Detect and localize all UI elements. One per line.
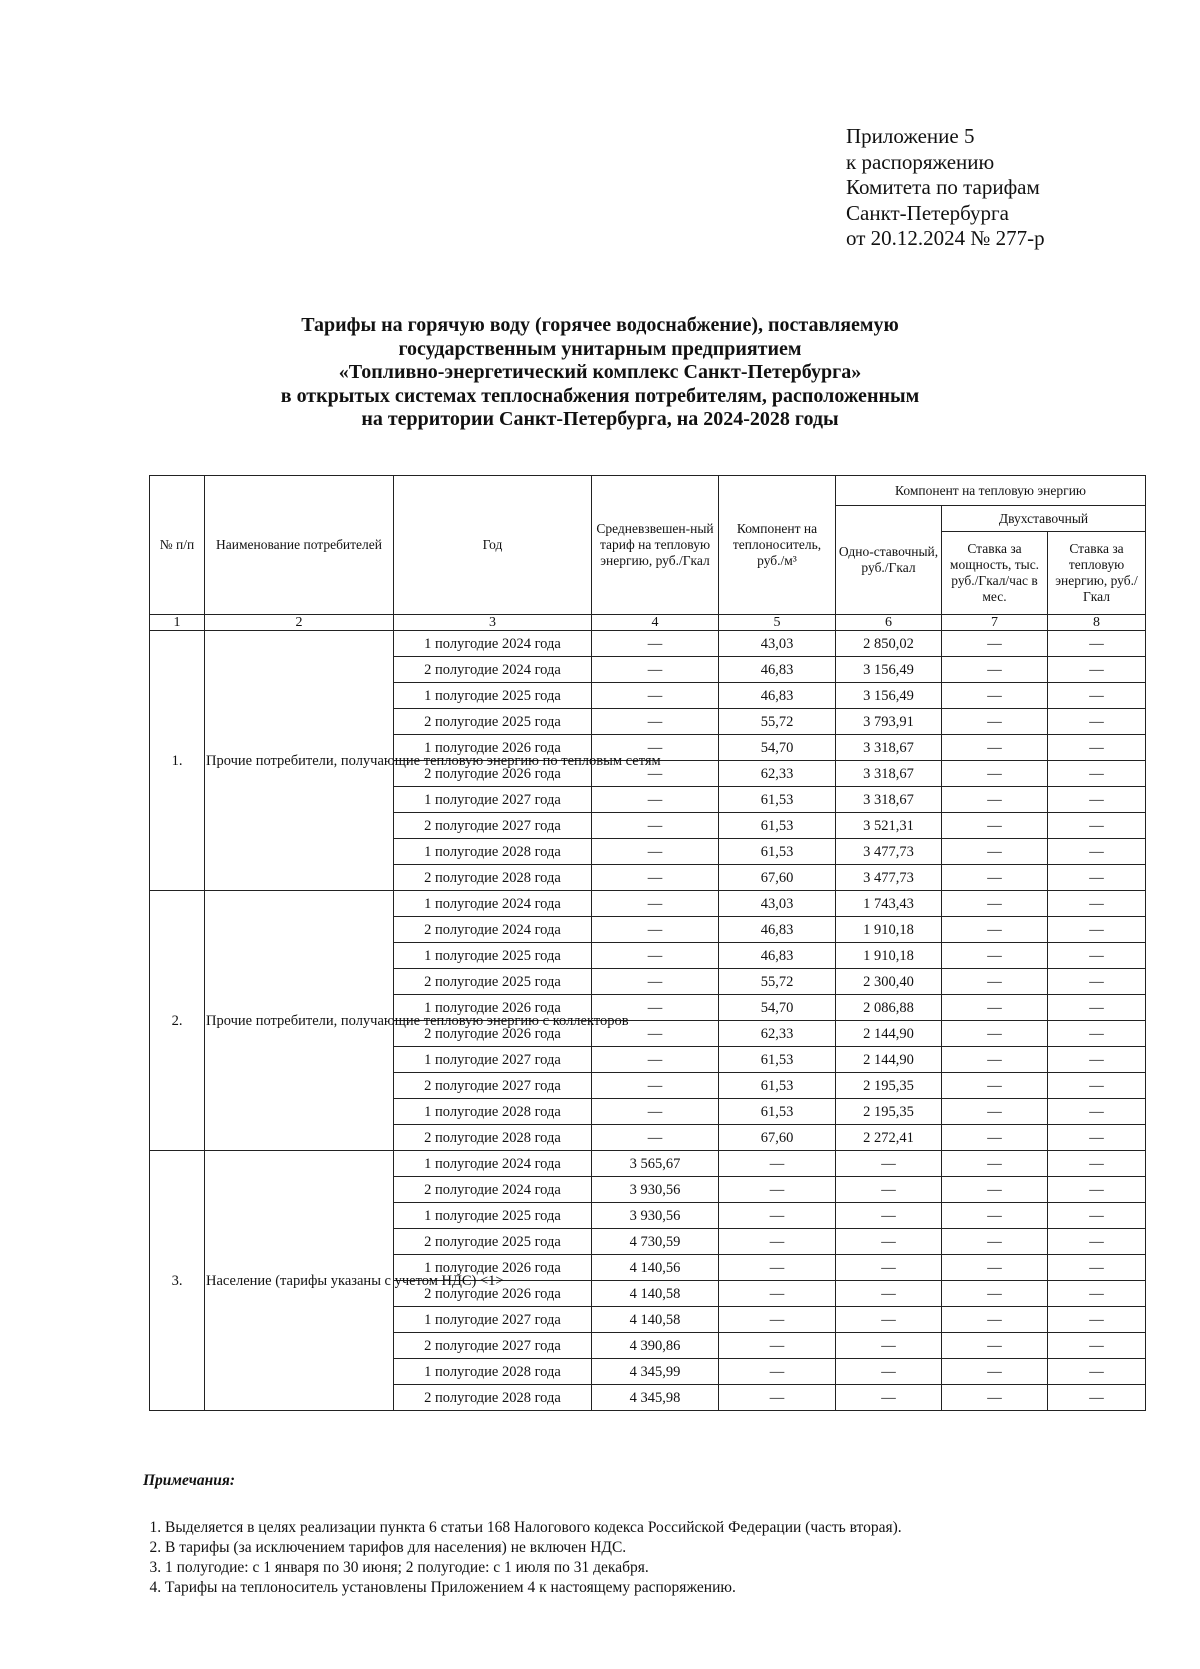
carrier-cell: — xyxy=(719,1229,836,1255)
capacity-rate-cell: — xyxy=(942,839,1048,865)
table-row xyxy=(150,891,1146,917)
year-cell: 2 полугодие 2026 года xyxy=(394,1021,592,1047)
carrier-cell: 61,53 xyxy=(719,1073,836,1099)
consumer-name: Население (тарифы указаны с учетом НДС) <1> xyxy=(205,1151,394,1411)
tariff-table xyxy=(149,475,1146,1411)
carrier-cell: 67,60 xyxy=(719,865,836,891)
group-number: 1. xyxy=(150,631,205,891)
year-cell: 1 полугодие 2025 года xyxy=(394,683,592,709)
weighted-tariff-cell: — xyxy=(592,995,719,1021)
energy-rate-cell: — xyxy=(1048,1021,1146,1047)
title-line: в открытых системах теплоснабжения потребителям, расположенным xyxy=(280,384,920,407)
weighted-tariff-cell: — xyxy=(592,943,719,969)
carrier-cell: 46,83 xyxy=(719,683,836,709)
capacity-rate-cell: — xyxy=(942,761,1048,787)
carrier-cell: — xyxy=(719,1177,836,1203)
weighted-tariff-cell: 4 345,99 xyxy=(592,1359,719,1385)
carrier-cell: — xyxy=(719,1359,836,1385)
note-item: 4. Тарифы на теплоноситель установлены Приложением 4 к настоящему распоряжению. xyxy=(165,1578,902,1598)
year-cell: 1 полугодие 2027 года xyxy=(394,1047,592,1073)
year-cell: 2 полугодие 2025 года xyxy=(394,969,592,995)
energy-rate-cell: — xyxy=(1048,735,1146,761)
single-rate-cell: 2 850,02 xyxy=(836,631,942,657)
column-number: 7 xyxy=(942,615,1048,631)
carrier-cell: — xyxy=(719,1203,836,1229)
year-cell: 2 полугодие 2026 года xyxy=(394,761,592,787)
weighted-tariff-cell: 3 930,56 xyxy=(592,1203,719,1229)
carrier-cell: — xyxy=(719,1151,836,1177)
single-rate-cell: 3 318,67 xyxy=(836,787,942,813)
carrier-cell: — xyxy=(719,1281,836,1307)
weighted-tariff-cell: — xyxy=(592,1021,719,1047)
header-year: Год xyxy=(394,476,592,615)
title-line: «Топливно-энергетический комплекс Санкт-Петербурга» xyxy=(338,361,862,384)
energy-rate-cell: — xyxy=(1048,969,1146,995)
title-line: Тарифы на горячую воду (горячее водоснабжение), поставляемую xyxy=(301,314,899,336)
weighted-tariff-cell: — xyxy=(592,1047,719,1073)
energy-rate-cell: — xyxy=(1048,657,1146,683)
capacity-rate-cell: — xyxy=(942,787,1048,813)
weighted-tariff-cell: — xyxy=(592,631,719,657)
column-number: 2 xyxy=(205,615,394,631)
weighted-tariff-cell: — xyxy=(592,1125,719,1151)
single-rate-cell: 3 156,49 xyxy=(836,657,942,683)
capacity-rate-cell: — xyxy=(942,1151,1048,1177)
column-number-row xyxy=(150,615,1146,631)
year-cell: 1 полугодие 2024 года xyxy=(394,1151,592,1177)
consumer-name: Прочие потребители, получающие тепловую энергию по тепловым сетям xyxy=(205,631,394,891)
column-number: 1 xyxy=(150,615,205,631)
carrier-cell: 46,83 xyxy=(719,917,836,943)
single-rate-cell: 3 521,31 xyxy=(836,813,942,839)
column-number: 6 xyxy=(836,615,942,631)
capacity-rate-cell: — xyxy=(942,1385,1048,1411)
energy-rate-cell: — xyxy=(1048,891,1146,917)
energy-rate-cell: — xyxy=(1048,1255,1146,1281)
document-title xyxy=(150,314,1050,432)
capacity-rate-cell: — xyxy=(942,657,1048,683)
note-item: 2. В тарифы (за исключением тарифов для населения) не включен НДС. xyxy=(165,1538,902,1558)
single-rate-cell: 3 318,67 xyxy=(836,735,942,761)
year-cell: 1 полугодие 2027 года xyxy=(394,1307,592,1333)
year-cell: 1 полугодие 2024 года xyxy=(394,891,592,917)
weighted-tariff-cell: — xyxy=(592,657,719,683)
year-cell: 1 полугодие 2028 года xyxy=(394,1359,592,1385)
table-body xyxy=(150,631,1146,1411)
energy-rate-cell: — xyxy=(1048,787,1146,813)
weighted-tariff-cell: — xyxy=(592,683,719,709)
energy-rate-cell: — xyxy=(1048,1099,1146,1125)
header-single-rate: Одно-ставочный, руб./Гкал xyxy=(836,506,942,615)
carrier-cell: — xyxy=(719,1385,836,1411)
column-number: 8 xyxy=(1048,615,1146,631)
notes-list xyxy=(143,1518,902,1598)
year-cell: 1 полугодие 2025 года xyxy=(394,943,592,969)
appendix-line: к распоряжению xyxy=(846,149,995,174)
carrier-cell: 67,60 xyxy=(719,1125,836,1151)
single-rate-cell: — xyxy=(836,1307,942,1333)
year-cell: 1 полугодие 2026 года xyxy=(394,1255,592,1281)
energy-rate-cell: — xyxy=(1048,709,1146,735)
weighted-tariff-cell: — xyxy=(592,917,719,943)
notes-title: Примечания: xyxy=(143,1472,235,1489)
single-rate-cell: — xyxy=(836,1359,942,1385)
notes-section xyxy=(143,1472,902,1598)
capacity-rate-cell: — xyxy=(942,709,1048,735)
year-cell: 1 полугодие 2024 года xyxy=(394,631,592,657)
capacity-rate-cell: — xyxy=(942,943,1048,969)
energy-rate-cell: — xyxy=(1048,761,1146,787)
capacity-rate-cell: — xyxy=(942,891,1048,917)
appendix-reference xyxy=(846,124,1045,252)
capacity-rate-cell: — xyxy=(942,1255,1048,1281)
single-rate-cell: — xyxy=(836,1177,942,1203)
single-rate-cell: 2 144,90 xyxy=(836,1021,942,1047)
capacity-rate-cell: — xyxy=(942,1307,1048,1333)
capacity-rate-cell: — xyxy=(942,1047,1048,1073)
carrier-cell: 62,33 xyxy=(719,761,836,787)
energy-rate-cell: — xyxy=(1048,995,1146,1021)
single-rate-cell: — xyxy=(836,1333,942,1359)
weighted-tariff-cell: — xyxy=(592,813,719,839)
capacity-rate-cell: — xyxy=(942,1359,1048,1385)
weighted-tariff-cell: 4 730,59 xyxy=(592,1229,719,1255)
year-cell: 2 полугодие 2028 года xyxy=(394,1385,592,1411)
single-rate-cell: 3 793,91 xyxy=(836,709,942,735)
capacity-rate-cell: — xyxy=(942,917,1048,943)
carrier-cell: 43,03 xyxy=(719,891,836,917)
header-consumer: Наименование потребителей xyxy=(205,476,394,615)
appendix-line: Комитета по тарифам xyxy=(846,175,1040,199)
column-number: 4 xyxy=(592,615,719,631)
capacity-rate-cell: — xyxy=(942,1125,1048,1151)
header-carrier-component: Компонент на теплоноситель, руб./м³ xyxy=(719,476,836,615)
table-row xyxy=(150,1151,1146,1177)
single-rate-cell: 2 086,88 xyxy=(836,995,942,1021)
weighted-tariff-cell: — xyxy=(592,735,719,761)
energy-rate-cell: — xyxy=(1048,943,1146,969)
weighted-tariff-cell: — xyxy=(592,1073,719,1099)
year-cell: 2 полугодие 2025 года xyxy=(394,709,592,735)
single-rate-cell: — xyxy=(836,1385,942,1411)
weighted-tariff-cell: — xyxy=(592,1099,719,1125)
carrier-cell: 54,70 xyxy=(719,735,836,761)
energy-rate-cell: — xyxy=(1048,1047,1146,1073)
year-cell: 2 полугодие 2024 года xyxy=(394,1177,592,1203)
single-rate-cell: 3 156,49 xyxy=(836,683,942,709)
capacity-rate-cell: — xyxy=(942,631,1048,657)
capacity-rate-cell: — xyxy=(942,813,1048,839)
capacity-rate-cell: — xyxy=(942,1203,1048,1229)
single-rate-cell: — xyxy=(836,1151,942,1177)
group-number: 3. xyxy=(150,1151,205,1411)
carrier-cell: 54,70 xyxy=(719,995,836,1021)
energy-rate-cell: — xyxy=(1048,865,1146,891)
carrier-cell: 61,53 xyxy=(719,839,836,865)
year-cell: 1 полугодие 2025 года xyxy=(394,1203,592,1229)
energy-rate-cell: — xyxy=(1048,1125,1146,1151)
single-rate-cell: 2 300,40 xyxy=(836,969,942,995)
energy-rate-cell: — xyxy=(1048,917,1146,943)
capacity-rate-cell: — xyxy=(942,1281,1048,1307)
weighted-tariff-cell: — xyxy=(592,865,719,891)
note-item: 3. 1 полугодие: с 1 января по 30 июня; 2 полугодие: с 1 июля по 31 декабря. xyxy=(165,1558,902,1578)
weighted-tariff-cell: — xyxy=(592,969,719,995)
title-line: государственным унитарным предприятием xyxy=(398,337,802,360)
single-rate-cell: 3 318,67 xyxy=(836,761,942,787)
energy-rate-cell: — xyxy=(1048,1073,1146,1099)
capacity-rate-cell: — xyxy=(942,1073,1048,1099)
year-cell: 2 полугодие 2028 года xyxy=(394,1125,592,1151)
weighted-tariff-cell: — xyxy=(592,839,719,865)
year-cell: 1 полугодие 2026 года xyxy=(394,735,592,761)
single-rate-cell: 1 910,18 xyxy=(836,943,942,969)
capacity-rate-cell: — xyxy=(942,1021,1048,1047)
year-cell: 2 полугодие 2024 года xyxy=(394,917,592,943)
capacity-rate-cell: — xyxy=(942,1333,1048,1359)
capacity-rate-cell: — xyxy=(942,995,1048,1021)
energy-rate-cell: — xyxy=(1048,839,1146,865)
year-cell: 2 полугодие 2028 года xyxy=(394,865,592,891)
weighted-tariff-cell: 3 930,56 xyxy=(592,1177,719,1203)
carrier-cell: 61,53 xyxy=(719,1047,836,1073)
carrier-cell: — xyxy=(719,1255,836,1281)
energy-rate-cell: — xyxy=(1048,1203,1146,1229)
capacity-rate-cell: — xyxy=(942,1229,1048,1255)
weighted-tariff-cell: 3 565,67 xyxy=(592,1151,719,1177)
year-cell: 1 полугодие 2028 года xyxy=(394,1099,592,1125)
header-capacity-rate: Ставка за мощность, тыс. руб./Гкал/час в мес. xyxy=(942,532,1048,615)
single-rate-cell: — xyxy=(836,1255,942,1281)
energy-rate-cell: — xyxy=(1048,1333,1146,1359)
single-rate-cell: 3 477,73 xyxy=(836,839,942,865)
capacity-rate-cell: — xyxy=(942,683,1048,709)
carrier-cell: — xyxy=(719,1307,836,1333)
carrier-cell: 61,53 xyxy=(719,787,836,813)
carrier-cell: 61,53 xyxy=(719,813,836,839)
weighted-tariff-cell: 4 140,58 xyxy=(592,1307,719,1333)
carrier-cell: 55,72 xyxy=(719,709,836,735)
group-number: 2. xyxy=(150,891,205,1151)
year-cell: 2 полугодие 2027 года xyxy=(394,1073,592,1099)
weighted-tariff-cell: 4 390,86 xyxy=(592,1333,719,1359)
appendix-line: от 20.12.2024 № 277-р xyxy=(846,226,1045,250)
energy-rate-cell: — xyxy=(1048,631,1146,657)
capacity-rate-cell: — xyxy=(942,865,1048,891)
energy-rate-cell: — xyxy=(1048,1177,1146,1203)
energy-rate-cell: — xyxy=(1048,1281,1146,1307)
header-num: № п/п xyxy=(150,476,205,615)
table-row xyxy=(150,631,1146,657)
energy-rate-cell: — xyxy=(1048,1385,1146,1411)
title-line: на территории Санкт-Петербурга, на 2024-2028 годы xyxy=(361,408,839,431)
single-rate-cell: — xyxy=(836,1203,942,1229)
capacity-rate-cell: — xyxy=(942,735,1048,761)
header-heat-component: Компонент на тепловую энергию xyxy=(836,476,1146,506)
year-cell: 2 полугодие 2027 года xyxy=(394,813,592,839)
carrier-cell: 61,53 xyxy=(719,1099,836,1125)
single-rate-cell: 2 195,35 xyxy=(836,1099,942,1125)
header-two-rate: Двухставочный xyxy=(942,506,1146,532)
capacity-rate-cell: — xyxy=(942,969,1048,995)
weighted-tariff-cell: — xyxy=(592,761,719,787)
weighted-tariff-cell: 4 140,56 xyxy=(592,1255,719,1281)
energy-rate-cell: — xyxy=(1048,683,1146,709)
capacity-rate-cell: — xyxy=(942,1177,1048,1203)
weighted-tariff-cell: — xyxy=(592,787,719,813)
energy-rate-cell: — xyxy=(1048,1307,1146,1333)
single-rate-cell: 2 195,35 xyxy=(836,1073,942,1099)
energy-rate-cell: — xyxy=(1048,1359,1146,1385)
carrier-cell: 55,72 xyxy=(719,969,836,995)
capacity-rate-cell: — xyxy=(942,1099,1048,1125)
energy-rate-cell: — xyxy=(1048,813,1146,839)
single-rate-cell: 2 144,90 xyxy=(836,1047,942,1073)
carrier-cell: 43,03 xyxy=(719,631,836,657)
appendix-line: Санкт-Петербурга xyxy=(846,200,1009,225)
energy-rate-cell: — xyxy=(1048,1151,1146,1177)
weighted-tariff-cell: 4 345,98 xyxy=(592,1385,719,1411)
single-rate-cell: 1 910,18 xyxy=(836,917,942,943)
single-rate-cell: 2 272,41 xyxy=(836,1125,942,1151)
note-item: 1. Выделяется в целях реализации пункта 6 статьи 168 Налогового кодекса Российской Федерации (часть вторая). xyxy=(165,1518,902,1538)
carrier-cell: 46,83 xyxy=(719,943,836,969)
year-cell: 1 полугодие 2028 года xyxy=(394,839,592,865)
year-cell: 1 полугодие 2026 года xyxy=(394,995,592,1021)
appendix-line: Приложение 5 xyxy=(846,124,975,148)
weighted-tariff-cell: — xyxy=(592,709,719,735)
consumer-name: Прочие потребители, получающие тепловую энергию с коллекторов xyxy=(205,891,394,1151)
column-number: 5 xyxy=(719,615,836,631)
carrier-cell: 46,83 xyxy=(719,657,836,683)
energy-rate-cell: — xyxy=(1048,1229,1146,1255)
year-cell: 2 полугодие 2026 года xyxy=(394,1281,592,1307)
weighted-tariff-cell: — xyxy=(592,891,719,917)
year-cell: 2 полугодие 2025 года xyxy=(394,1229,592,1255)
year-cell: 1 полугодие 2027 года xyxy=(394,787,592,813)
header-energy-rate: Ставка за тепловую энергию, руб./Гкал xyxy=(1048,532,1146,615)
carrier-cell: 62,33 xyxy=(719,1021,836,1047)
single-rate-cell: — xyxy=(836,1229,942,1255)
year-cell: 2 полугодие 2024 года xyxy=(394,657,592,683)
carrier-cell: — xyxy=(719,1333,836,1359)
single-rate-cell: 1 743,43 xyxy=(836,891,942,917)
single-rate-cell: — xyxy=(836,1281,942,1307)
single-rate-cell: 3 477,73 xyxy=(836,865,942,891)
year-cell: 2 полугодие 2027 года xyxy=(394,1333,592,1359)
weighted-tariff-cell: 4 140,58 xyxy=(592,1281,719,1307)
column-number: 3 xyxy=(394,615,592,631)
header-weighted-tariff: Средневзвешен-ный тариф на тепловую энергию, руб./Гкал xyxy=(592,476,719,615)
